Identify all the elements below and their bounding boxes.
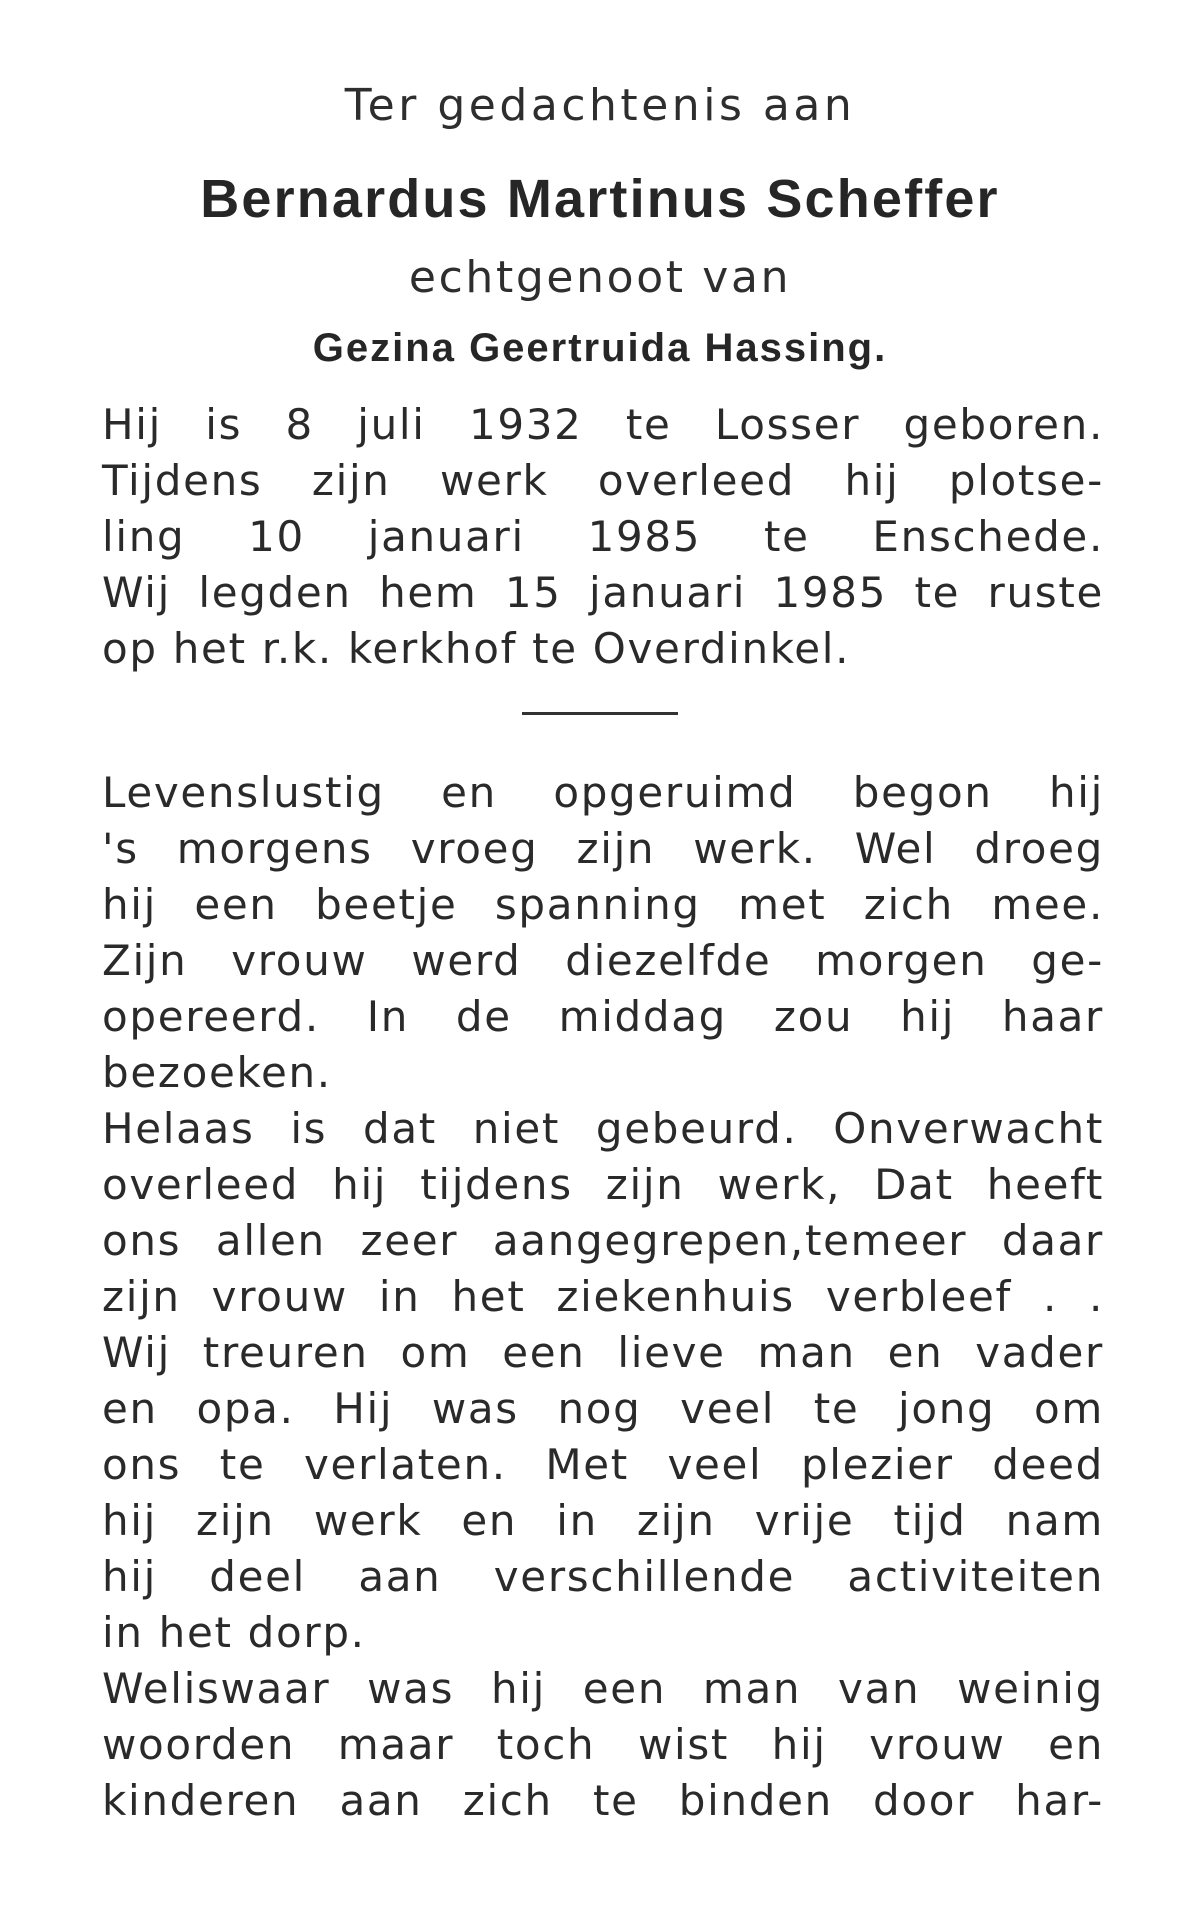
memorial-line: Weliswaar was hij een man van weinig (102, 1664, 1104, 1713)
memorial-heading: Ter gedachtenis aan (344, 80, 856, 131)
memorial-line: Helaas is dat niet gebeurd. Onverwacht (102, 1104, 1104, 1153)
spouse-intro: echtgenoot van (408, 252, 792, 303)
biography-line: ling 10 januari 1985 te Enschede. (102, 512, 1104, 561)
section-divider (522, 712, 678, 715)
memorial-line: Wij treuren om een lieve man en vader (102, 1328, 1104, 1377)
memorial-line: zijn vrouw in het ziekenhuis verbleef . . (102, 1272, 1104, 1321)
deceased-name: Bernardus Martinus Scheffer (200, 169, 1000, 229)
memorial-line: 's morgens vroeg zijn werk. Wel droeg (102, 824, 1104, 873)
memorial-line: Zijn vrouw werd diezelfde morgen ge- (102, 936, 1104, 985)
memorial-line: bezoeken. (102, 1048, 332, 1097)
memorial-line: woorden maar toch wist hij vrouw en (102, 1720, 1104, 1769)
memorial-line: hij een beetje spanning met zich mee. (102, 880, 1104, 929)
biography-line: Tijdens zijn werk overleed hij plotse- (102, 456, 1104, 505)
memorial-line: overleed hij tijdens zijn werk, Dat heeft (102, 1160, 1104, 1209)
memorial-line: hij zijn werk en in zijn vrije tijd nam (102, 1496, 1104, 1545)
memorial-line: ons allen zeer aangegrepen,temeer daar (102, 1216, 1104, 1265)
memorial-line: opereerd. In de middag zou hij haar (102, 992, 1104, 1041)
spouse-name: Gezina Geertruida Hassing. (312, 326, 888, 370)
biography-line: Hij is 8 juli 1932 te Losser geboren. (102, 400, 1104, 449)
biography-line: op het r.k. kerkhof te Overdinkel. (102, 624, 851, 673)
memorial-line: hij deel aan verschillende activiteiten (102, 1552, 1104, 1601)
memorial-line: kinderen aan zich te binden door har- (102, 1776, 1104, 1825)
memorial-line: in het dorp. (102, 1608, 366, 1657)
memorial-line: en opa. Hij was nog veel te jong om (102, 1384, 1104, 1433)
memorial-line: Levenslustig en opgeruimd begon hij (102, 768, 1104, 817)
biography-line: Wij legden hem 15 januari 1985 te ruste (102, 568, 1104, 617)
memorial-line: ons te verlaten. Met veel plezier deed (102, 1440, 1104, 1489)
